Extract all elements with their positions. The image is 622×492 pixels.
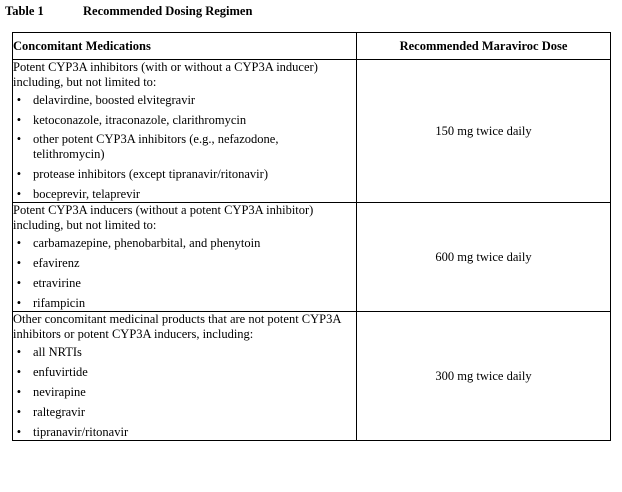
list-item <box>13 93 356 108</box>
list-item <box>13 236 356 251</box>
drug-name: carbamazepine, phenobarbital, and phenytoin <box>33 236 261 250</box>
dosing-table <box>12 32 611 441</box>
drug-list <box>13 236 356 311</box>
list-item <box>13 345 356 360</box>
table-title: Recommended Dosing Regimen <box>83 4 253 18</box>
drug-name: ketoconazole, itraconazole, clarithromycin <box>33 113 247 127</box>
bullet-icon: • <box>16 93 22 107</box>
bullet-icon: • <box>16 236 22 250</box>
list-item <box>13 187 356 202</box>
bullet-icon: • <box>16 256 22 270</box>
drug-name: boceprevir, telaprevir <box>33 187 141 201</box>
list-item <box>13 132 356 162</box>
list-item <box>13 425 356 440</box>
row-intro: Potent CYP3A inducers (without a potent CYP3A inhibitor) including, but not limited to: <box>13 203 314 232</box>
drug-name: all NRTIs <box>33 345 82 359</box>
header-medications: Concomitant Medications <box>13 33 357 60</box>
drug-name: etravirine <box>33 276 81 290</box>
drug-name: nevirapine <box>33 385 86 399</box>
table-row-other <box>13 312 611 441</box>
list-item <box>13 296 356 311</box>
bullet-icon: • <box>16 187 22 201</box>
table-caption <box>5 3 252 19</box>
list-item <box>13 276 356 291</box>
list-item <box>13 405 356 420</box>
table-row-inducers <box>13 203 611 312</box>
list-item <box>13 167 356 182</box>
list-item <box>13 113 356 128</box>
row-intro: Potent CYP3A inhibitors (with or without a CYP3A inducer) including, but not limited to: <box>13 60 318 89</box>
drug-name: rifampicin <box>33 296 86 310</box>
dose-cell: 150 mg twice daily <box>357 60 611 203</box>
header-dose: Recommended Maraviroc Dose <box>357 33 611 60</box>
bullet-icon: • <box>16 405 22 419</box>
bullet-icon: • <box>16 365 22 379</box>
medications-cell <box>13 203 357 312</box>
list-item <box>13 365 356 380</box>
bullet-icon: • <box>16 276 22 290</box>
drug-list <box>13 93 356 202</box>
row-intro: Other concomitant medicinal products that are not potent CYP3A inhibitors or potent CYP3A inducers, including: <box>13 312 341 341</box>
list-item <box>13 385 356 400</box>
medications-cell <box>13 60 357 203</box>
drug-name: protease inhibitors (except tipranavir/ritonavir) <box>33 167 268 181</box>
bullet-icon: • <box>16 167 22 181</box>
dose-cell: 600 mg twice daily <box>357 203 611 312</box>
drug-name: enfuvirtide <box>33 365 88 379</box>
drug-list <box>13 345 356 440</box>
table-number: Table 1 <box>5 4 44 18</box>
bullet-icon: • <box>16 345 22 359</box>
drug-name: efavirenz <box>33 256 80 270</box>
drug-name: tipranavir/ritonavir <box>33 425 129 439</box>
bullet-icon: • <box>16 425 22 439</box>
bullet-icon: • <box>16 385 22 399</box>
bullet-icon: • <box>16 132 22 146</box>
bullet-icon: • <box>16 113 22 127</box>
medications-cell <box>13 312 357 441</box>
table-row-inhibitors <box>13 60 611 203</box>
dose-cell: 300 mg twice daily <box>357 312 611 441</box>
drug-name: other potent CYP3A inhibitors (e.g., nefazodone, telithromycin) <box>33 132 279 161</box>
list-item <box>13 256 356 271</box>
drug-name: raltegravir <box>33 405 86 419</box>
drug-name: delavirdine, boosted elvitegravir <box>33 93 196 107</box>
bullet-icon: • <box>16 296 22 310</box>
header-row <box>13 33 611 60</box>
